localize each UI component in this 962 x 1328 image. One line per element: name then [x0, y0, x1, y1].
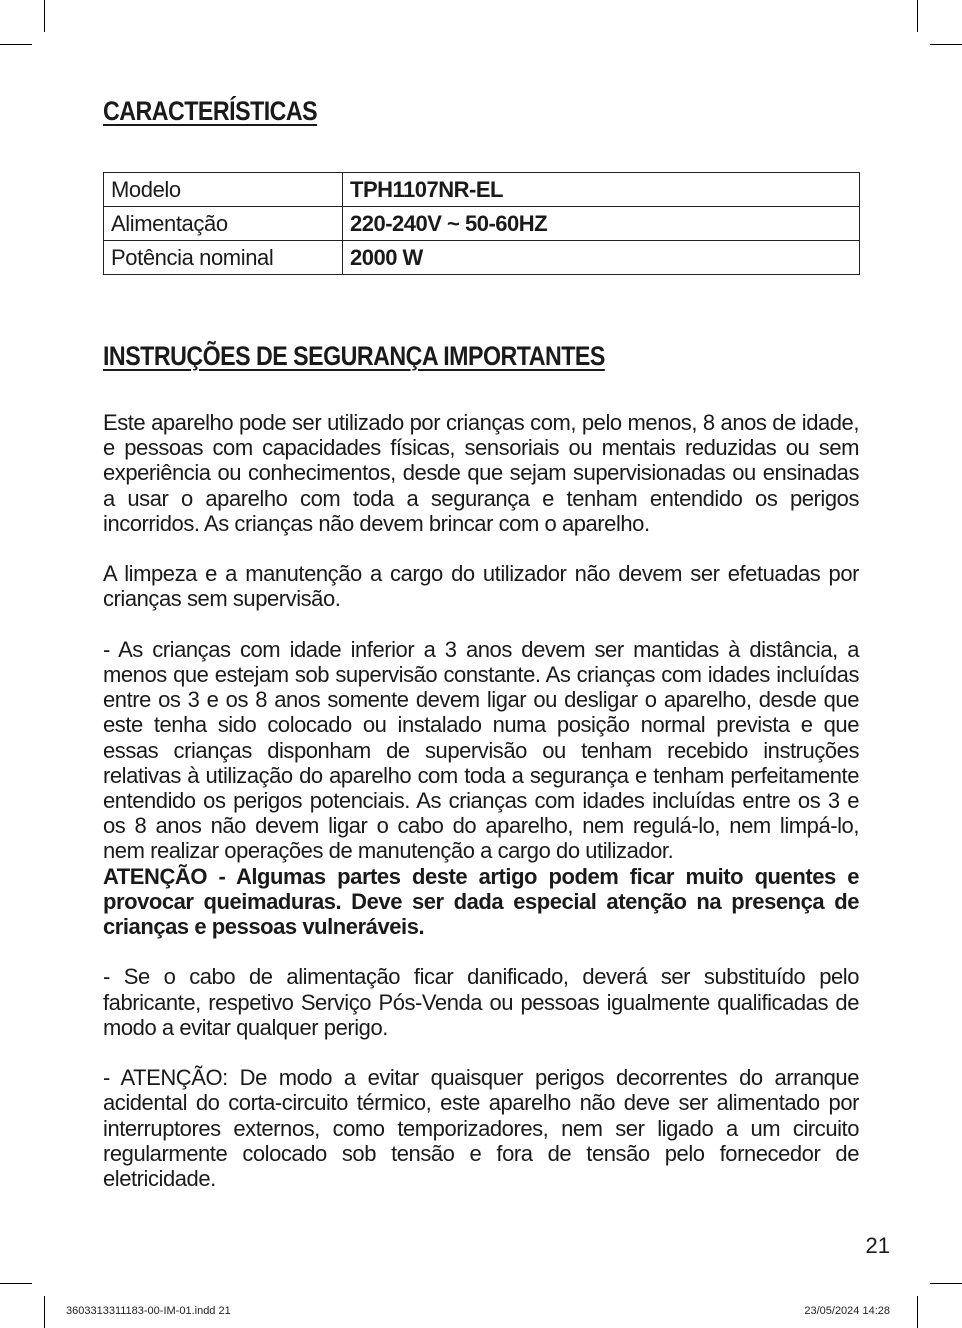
safety-heading: INSTRUÇÕES DE SEGURANÇA IMPORTANTES [103, 341, 605, 371]
warning-paragraph [103, 864, 859, 940]
spec-value: TPH1107NR-EL [343, 173, 860, 207]
footer-timestamp: 23/05/2024 14:28 [804, 1305, 890, 1317]
spec-value: 220-240V ~ 50-60HZ [343, 207, 860, 241]
crop-mark [44, 0, 45, 32]
characteristics-heading: CARACTERÍSTICAS [103, 96, 318, 126]
paragraph: - ATENÇÃO: De modo a evitar quaisquer perigos decorrentes do arranque acidental do corta-circuito térmico, este aparelho não deve ser alimentado por interruptores externos, como temporizadores, nem ser ligado a um circuito regularmente colocado sob tensão e fora de tensão pelo fornecedor de eletricidade. [103, 1065, 859, 1192]
footer-file-slug: 3603313311183-00-IM-01.indd 21 [66, 1305, 231, 1317]
spec-table [103, 172, 860, 275]
spec-label: Modelo [104, 173, 343, 207]
page-number: 21 [865, 1233, 890, 1258]
safety-instructions [103, 410, 859, 1216]
spec-label: Alimentação [104, 207, 343, 241]
spec-label: Potência nominal [104, 241, 343, 275]
paragraph: - Se o cabo de alimentação ficar danificado, deverá ser substituído pelo fabricante, respetivo Serviço Pós-Venda ou pessoas igualmente qualificadas de modo a evitar qualquer perigo. [103, 964, 859, 1040]
table-row [104, 241, 860, 275]
crop-mark [917, 1296, 918, 1328]
crop-mark [930, 1283, 962, 1284]
crop-mark [917, 0, 918, 32]
crop-mark [44, 1296, 45, 1328]
table-row [104, 207, 860, 241]
paragraph: - As crianças com idade inferior a 3 anos devem ser mantidas à distância, a menos que estejam sob supervisão constante. As crianças com idades incluídas entre os 3 e os 8 anos somente devem ligar ou desligar o aparelho, desde que este tenha sido colocado ou instalado numa posição normal prevista e que essas crianças disponham de supervisão ou tenham recebido instruções relativas à utilização do aparelho com toda a segurança e tenham perfeitamente entendido os perigos potenciais. As crianças com idades incluídas entre os 3 e os 8 anos não devem ligar o cabo do aparelho, nem regulá-lo, nem limpá-lo, nem realizar operações de manutenção a cargo do utilizador. [103, 636, 859, 864]
table-row [104, 173, 860, 207]
warning-text: ATENÇÃO - Algumas partes deste artigo podem ficar muito quentes e provocar queimaduras. Deve ser dada especial atenção na presença de crianças e pessoas vulneráveis. [103, 863, 859, 940]
crop-mark [930, 44, 962, 45]
paragraph: Este aparelho pode ser utilizado por crianças com, pelo menos, 8 anos de idade, e pessoas com capacidades físicas, sensoriais ou mentais reduzidas ou sem experiência ou conhecimentos, desde que sejam supervisionadas ou ensinadas a usar o aparelho com toda a segurança e tenham entendido os perigos incorridos. As crianças não devem brincar com o aparelho. [103, 410, 859, 536]
crop-mark [0, 44, 32, 45]
crop-mark [0, 1283, 32, 1284]
paragraph: A limpeza e a manutenção a cargo do utilizador não devem ser efetuadas por crianças sem supervisão. [103, 561, 859, 612]
spec-value: 2000 W [343, 241, 860, 275]
